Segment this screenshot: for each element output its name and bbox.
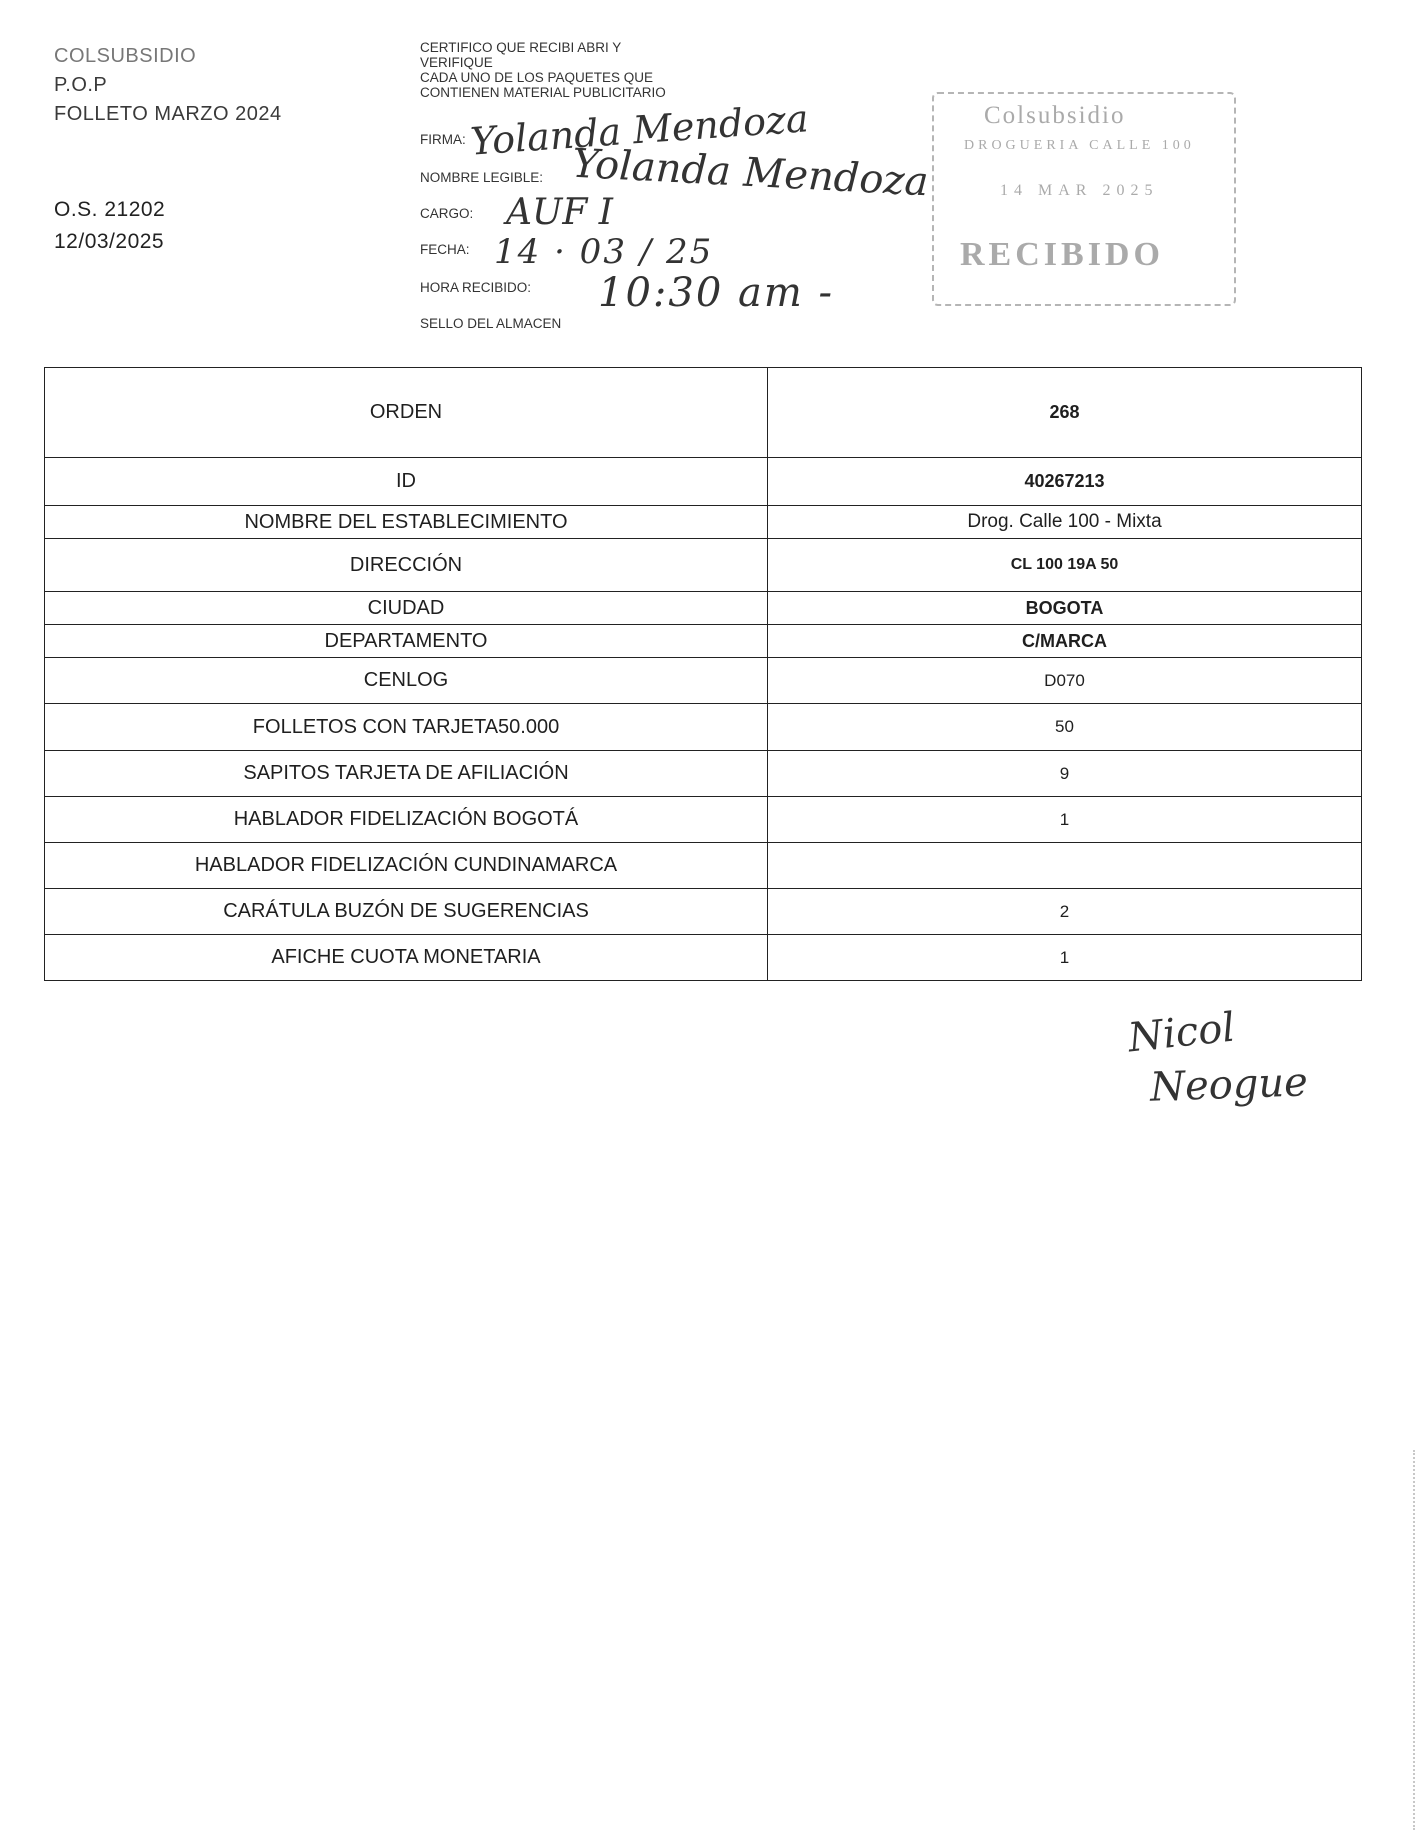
header-block bbox=[54, 42, 282, 253]
row-label: DIRECCIÓN bbox=[45, 539, 768, 592]
row-value bbox=[768, 843, 1362, 889]
row-label: ID bbox=[45, 458, 768, 506]
row-value: Drog. Calle 100 - Mixta bbox=[768, 506, 1362, 539]
row-label: NOMBRE DEL ESTABLECIMIENTO bbox=[45, 506, 768, 539]
row-label: DEPARTAMENTO bbox=[45, 625, 768, 658]
certificate-line: VERIFIQUE bbox=[420, 55, 493, 70]
scan-edge-artifact bbox=[1413, 1450, 1417, 1830]
row-value: 40267213 bbox=[768, 458, 1362, 506]
row-value: 9 bbox=[768, 751, 1362, 797]
handwritten-cargo: AUF I bbox=[506, 192, 613, 233]
row-label: HABLADOR FIDELIZACIÓN CUNDINAMARCA bbox=[45, 843, 768, 889]
row-value: D070 bbox=[768, 658, 1362, 704]
store-stamp bbox=[932, 92, 1236, 306]
handwritten-signature: Yolanda Mendoza bbox=[468, 96, 810, 164]
row-label: CENLOG bbox=[45, 658, 768, 704]
row-label: ORDEN bbox=[45, 368, 768, 458]
table-row bbox=[45, 506, 1362, 539]
row-value: 50 bbox=[768, 704, 1362, 751]
table-row bbox=[45, 843, 1362, 889]
order-date: 12/03/2025 bbox=[54, 230, 165, 253]
row-value: BOGOTA bbox=[768, 592, 1362, 625]
row-value: CL 100 19A 50 bbox=[768, 539, 1362, 592]
table-row bbox=[45, 889, 1362, 935]
header-line-folleto: FOLLETO MARZO 2024 bbox=[54, 103, 282, 125]
row-value: 2 bbox=[768, 889, 1362, 935]
row-label: CARÁTULA BUZÓN DE SUGERENCIAS bbox=[45, 889, 768, 935]
firma-label: FIRMA: bbox=[420, 132, 466, 147]
sello-almacen-label: SELLO DEL ALMACEN bbox=[420, 316, 562, 331]
handwritten-note-name: Nicol bbox=[1125, 1004, 1238, 1062]
handwritten-name: Yolanda Mendoza bbox=[571, 140, 930, 206]
company-name: COLSUBSIDIO bbox=[54, 45, 197, 67]
row-label: FOLLETOS CON TARJETA50.000 bbox=[45, 704, 768, 751]
row-value: C/MARCA bbox=[768, 625, 1362, 658]
table-row bbox=[45, 935, 1362, 981]
certificate-text bbox=[420, 40, 666, 100]
certificate-line: CERTIFICO QUE RECIBI ABRI Y bbox=[420, 40, 622, 55]
table-row bbox=[45, 658, 1362, 704]
order-info bbox=[54, 194, 165, 258]
row-value: 268 bbox=[768, 368, 1362, 458]
table-row bbox=[45, 797, 1362, 843]
row-label: SAPITOS TARJETA DE AFILIACIÓN bbox=[45, 751, 768, 797]
handwritten-fecha: 14 · 03 / 25 bbox=[494, 232, 714, 272]
stamp-line: Colsubsidio bbox=[984, 102, 1126, 129]
row-label: CIUDAD bbox=[45, 592, 768, 625]
row-value: 1 bbox=[768, 797, 1362, 843]
table-row bbox=[45, 592, 1362, 625]
hora-recibido-label: HORA RECIBIDO: bbox=[420, 280, 532, 295]
table-row bbox=[45, 704, 1362, 751]
material-table bbox=[44, 367, 1362, 981]
certificate-line: CADA UNO DE LOS PAQUETES QUE bbox=[420, 70, 654, 85]
table-row bbox=[45, 368, 1362, 458]
row-label: AFICHE CUOTA MONETARIA bbox=[45, 935, 768, 981]
handwritten-note-surname: Neogue bbox=[1149, 1059, 1309, 1111]
table-row bbox=[45, 539, 1362, 592]
order-number: O.S. 21202 bbox=[54, 198, 166, 221]
stamp-line: RECIBIDO bbox=[960, 236, 1164, 273]
nombre-legible-label: NOMBRE LEGIBLE: bbox=[420, 170, 544, 185]
cargo-label: CARGO: bbox=[420, 206, 474, 221]
table-row bbox=[45, 458, 1362, 506]
table-row bbox=[45, 751, 1362, 797]
fecha-label: FECHA: bbox=[420, 242, 470, 257]
row-value: 1 bbox=[768, 935, 1362, 981]
stamp-line: DROGUERIA CALLE 100 bbox=[964, 138, 1195, 153]
stamp-line: 14 MAR 2025 bbox=[1000, 182, 1159, 199]
certificate-line: CONTIENEN MATERIAL PUBLICITARIO bbox=[420, 85, 666, 100]
row-label: HABLADOR FIDELIZACIÓN BOGOTÁ bbox=[45, 797, 768, 843]
header-line-pop: P.O.P bbox=[54, 74, 108, 96]
handwritten-hora: 10:30 am - bbox=[598, 270, 834, 316]
table-row bbox=[45, 625, 1362, 658]
